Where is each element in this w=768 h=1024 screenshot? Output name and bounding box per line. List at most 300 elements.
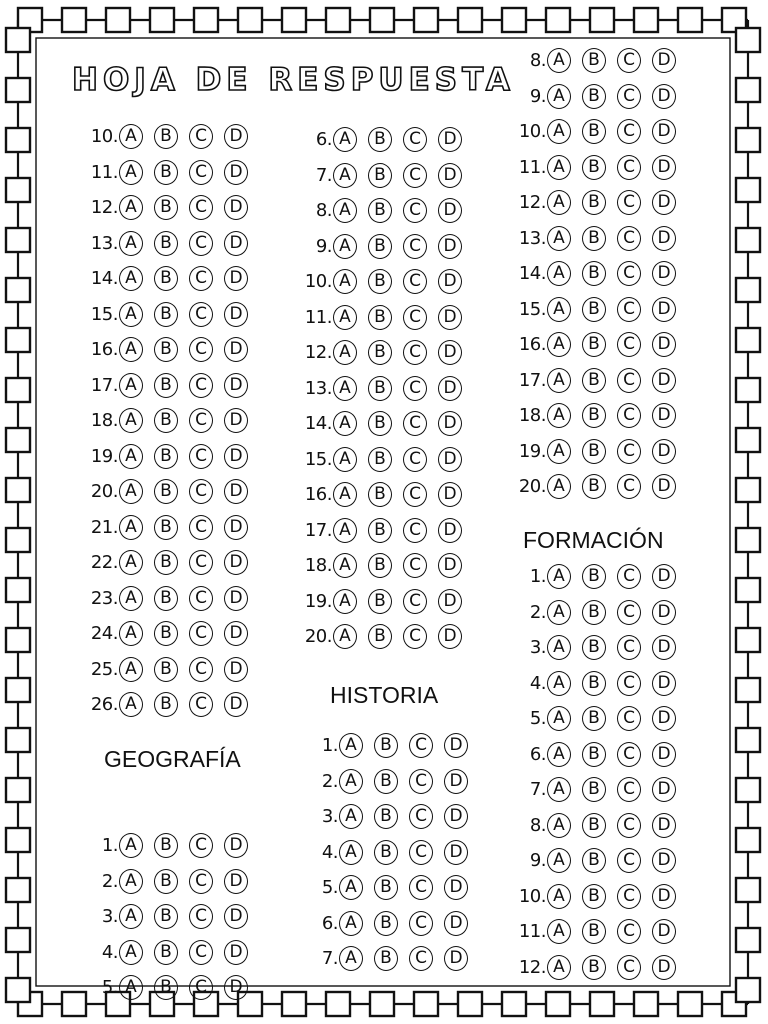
answer-bubble-d[interactable]: D — [652, 848, 676, 873]
answer-bubble-b[interactable]: B — [582, 884, 606, 909]
answer-bubble-a[interactable]: A — [547, 332, 571, 357]
answer-bubble-a[interactable]: A — [339, 946, 363, 971]
answer-bubble-b[interactable]: B — [368, 589, 392, 614]
answer-bubble-d[interactable]: D — [438, 411, 462, 436]
question-number: 5. — [101, 977, 118, 998]
answer-bubble-a[interactable]: A — [547, 813, 571, 838]
answer-bubble-b[interactable]: B — [154, 975, 178, 1000]
question-number: 7. — [529, 779, 546, 800]
answer-bubble-c[interactable]: C — [617, 119, 641, 144]
question-row — [86, 865, 259, 898]
answer-bubble-d[interactable]: D — [438, 553, 462, 578]
answer-bubble-a[interactable]: A — [547, 119, 571, 144]
answer-bubble-b[interactable]: B — [368, 269, 392, 294]
answer-bubble-d[interactable]: D — [652, 48, 676, 73]
answer-bubble-b[interactable]: B — [154, 302, 178, 327]
answer-bubble-c[interactable]: C — [617, 919, 641, 944]
question-number: 10. — [90, 126, 118, 147]
answer-bubble-a[interactable]: A — [547, 48, 571, 73]
answer-bubble-d[interactable]: D — [652, 368, 676, 393]
answer-bubble-d[interactable]: D — [652, 403, 676, 428]
answer-bubble-a[interactable]: A — [119, 444, 143, 469]
answer-bubble-b[interactable]: B — [374, 840, 398, 865]
answer-bubble-c[interactable]: C — [403, 624, 427, 649]
answer-bubble-c[interactable]: C — [189, 160, 213, 185]
answer-bubble-b[interactable]: B — [154, 160, 178, 185]
answer-bubble-b[interactable]: B — [582, 706, 606, 731]
answer-bubble-b[interactable]: B — [368, 163, 392, 188]
answer-bubble-b[interactable]: B — [368, 482, 392, 507]
answer-bubble-d[interactable]: D — [438, 589, 462, 614]
answer-bubble-c[interactable]: C — [617, 742, 641, 767]
answer-bubble-c[interactable]: C — [409, 946, 433, 971]
answer-bubble-d[interactable]: D — [224, 408, 248, 433]
question-row — [86, 971, 259, 1004]
sheet-title: HOJA DE RESPUESTA — [72, 62, 515, 98]
answer-bubble-a[interactable]: A — [547, 955, 571, 980]
answer-bubble-c[interactable]: C — [409, 875, 433, 900]
answer-bubble-a[interactable]: A — [333, 376, 357, 401]
answer-bubble-d[interactable]: D — [438, 340, 462, 365]
answer-bubble-b[interactable]: B — [582, 226, 606, 251]
answer-bubble-b[interactable]: B — [582, 848, 606, 873]
answer-bubble-c[interactable]: C — [617, 261, 641, 286]
answer-bubble-b[interactable]: B — [154, 337, 178, 362]
answer-bubble-a[interactable]: A — [547, 777, 571, 802]
answer-bubble-a[interactable]: A — [119, 869, 143, 894]
answer-bubble-b[interactable]: B — [582, 474, 606, 499]
answer-bubble-b[interactable]: B — [154, 833, 178, 858]
answer-bubble-a[interactable]: A — [547, 564, 571, 589]
answer-bubble-b[interactable]: B — [154, 266, 178, 291]
answer-bubble-a[interactable]: A — [333, 482, 357, 507]
answer-bubble-d[interactable]: D — [224, 195, 248, 220]
answer-bubble-b[interactable]: B — [368, 624, 392, 649]
answer-bubble-b[interactable]: B — [582, 955, 606, 980]
answer-bubble-a[interactable]: A — [339, 769, 363, 794]
answer-bubble-b[interactable]: B — [582, 84, 606, 109]
answer-bubble-a[interactable]: A — [333, 340, 357, 365]
answer-bubble-d[interactable]: D — [224, 124, 248, 149]
answer-bubble-a[interactable]: A — [119, 515, 143, 540]
answer-bubble-c[interactable]: C — [403, 411, 427, 436]
answer-bubble-b[interactable]: B — [582, 190, 606, 215]
answer-bubble-b[interactable]: B — [374, 769, 398, 794]
answer-bubble-b[interactable]: B — [582, 564, 606, 589]
question-row — [306, 836, 479, 869]
answer-bubble-b[interactable]: B — [582, 297, 606, 322]
answer-bubble-d[interactable]: D — [444, 733, 468, 758]
answer-bubble-c[interactable]: C — [189, 479, 213, 504]
answer-bubble-c[interactable]: C — [617, 84, 641, 109]
answer-bubble-a[interactable]: A — [119, 337, 143, 362]
answer-bubble-c[interactable]: C — [403, 163, 427, 188]
answer-bubble-d[interactable]: D — [444, 911, 468, 936]
answer-bubble-c[interactable]: C — [403, 376, 427, 401]
answer-bubble-b[interactable]: B — [374, 946, 398, 971]
answer-bubble-c[interactable]: C — [617, 884, 641, 909]
answer-bubble-d[interactable]: D — [652, 600, 676, 625]
answer-bubble-b[interactable]: B — [582, 439, 606, 464]
question-number: 8. — [529, 815, 546, 836]
answer-bubble-c[interactable]: C — [189, 337, 213, 362]
answer-bubble-c[interactable]: C — [409, 804, 433, 829]
answer-bubble-a[interactable]: A — [333, 411, 357, 436]
answer-bubble-c[interactable]: C — [189, 869, 213, 894]
answer-bubble-a[interactable]: A — [119, 195, 143, 220]
answer-bubble-a[interactable]: A — [119, 904, 143, 929]
answer-bubble-c[interactable]: C — [409, 911, 433, 936]
answer-bubble-d[interactable]: D — [652, 261, 676, 286]
answer-bubble-b[interactable]: B — [582, 155, 606, 180]
question-row — [514, 596, 687, 629]
answer-bubble-d[interactable]: D — [438, 376, 462, 401]
answer-bubble-c[interactable]: C — [409, 769, 433, 794]
question-row — [86, 156, 259, 189]
answer-bubble-b[interactable]: B — [582, 919, 606, 944]
answer-bubble-a[interactable]: A — [333, 163, 357, 188]
answer-bubble-a[interactable]: A — [119, 692, 143, 717]
answer-bubble-a[interactable]: A — [547, 706, 571, 731]
answer-bubble-c[interactable]: C — [617, 564, 641, 589]
question-row — [514, 809, 687, 842]
answer-bubble-b[interactable]: B — [582, 671, 606, 696]
answer-bubble-a[interactable]: A — [547, 884, 571, 909]
answer-bubble-a[interactable]: A — [333, 518, 357, 543]
answer-bubble-b[interactable]: B — [368, 447, 392, 472]
answer-bubble-c[interactable]: C — [189, 195, 213, 220]
answer-bubble-b[interactable]: B — [154, 231, 178, 256]
question-row — [86, 582, 259, 615]
answer-bubble-a[interactable]: A — [547, 671, 571, 696]
answer-bubble-c[interactable]: C — [189, 940, 213, 965]
answer-bubble-d[interactable]: D — [224, 975, 248, 1000]
answer-bubble-c[interactable]: C — [617, 777, 641, 802]
answer-bubble-d[interactable]: D — [438, 518, 462, 543]
answer-bubble-b[interactable]: B — [154, 940, 178, 965]
answer-bubble-d[interactable]: D — [224, 621, 248, 646]
answer-bubble-b[interactable]: B — [154, 408, 178, 433]
answer-bubble-d[interactable]: D — [224, 586, 248, 611]
question-number: 23. — [90, 588, 118, 609]
answer-bubble-c[interactable]: C — [189, 657, 213, 682]
answer-bubble-d[interactable]: D — [652, 190, 676, 215]
answer-bubble-d[interactable]: D — [224, 479, 248, 504]
answer-bubble-c[interactable]: C — [189, 444, 213, 469]
answer-bubble-a[interactable]: A — [333, 624, 357, 649]
answer-bubble-d[interactable]: D — [224, 692, 248, 717]
question-number: 11. — [304, 307, 332, 328]
answer-bubble-c[interactable]: C — [617, 813, 641, 838]
answer-bubble-d[interactable]: D — [652, 742, 676, 767]
answer-bubble-c[interactable]: C — [617, 368, 641, 393]
answer-bubble-b[interactable]: B — [374, 911, 398, 936]
answer-bubble-b[interactable]: B — [154, 515, 178, 540]
answer-bubble-d[interactable]: D — [438, 305, 462, 330]
answer-bubble-b[interactable]: B — [368, 198, 392, 223]
question-number: 26. — [90, 694, 118, 715]
answer-bubble-a[interactable]: A — [547, 155, 571, 180]
answer-bubble-a[interactable]: A — [339, 875, 363, 900]
answer-bubble-b[interactable]: B — [374, 875, 398, 900]
answer-bubble-a[interactable]: A — [339, 733, 363, 758]
answer-bubble-c[interactable]: C — [189, 408, 213, 433]
answer-bubble-b[interactable]: B — [154, 621, 178, 646]
answer-bubble-b[interactable]: B — [368, 340, 392, 365]
answer-bubble-a[interactable]: A — [119, 373, 143, 398]
answer-bubble-a[interactable]: A — [119, 940, 143, 965]
question-number: 3. — [321, 806, 338, 827]
question-number: 7. — [321, 948, 338, 969]
answer-bubble-b[interactable]: B — [374, 804, 398, 829]
answer-bubble-c[interactable]: C — [403, 234, 427, 259]
answer-bubble-d[interactable]: D — [444, 769, 468, 794]
answer-bubble-a[interactable]: A — [547, 297, 571, 322]
answer-bubble-d[interactable]: D — [438, 624, 462, 649]
answer-bubble-d[interactable]: D — [444, 875, 468, 900]
answer-bubble-c[interactable]: C — [403, 198, 427, 223]
answer-bubble-a[interactable]: A — [333, 589, 357, 614]
answer-bubble-d[interactable]: D — [652, 226, 676, 251]
answer-bubble-a[interactable]: A — [547, 84, 571, 109]
answer-bubble-c[interactable]: C — [403, 518, 427, 543]
answer-bubble-c[interactable]: C — [189, 373, 213, 398]
answer-bubble-d[interactable]: D — [438, 163, 462, 188]
answer-bubble-d[interactable]: D — [224, 444, 248, 469]
answer-bubble-d[interactable]: D — [438, 447, 462, 472]
question-number: 14. — [518, 263, 546, 284]
answer-bubble-c[interactable]: C — [409, 733, 433, 758]
answer-bubble-b[interactable]: B — [154, 550, 178, 575]
answer-bubble-d[interactable]: D — [438, 127, 462, 152]
answer-bubble-d[interactable]: D — [652, 813, 676, 838]
answer-bubble-c[interactable]: C — [189, 833, 213, 858]
answer-bubble-c[interactable]: C — [617, 706, 641, 731]
answer-bubble-a[interactable]: A — [339, 804, 363, 829]
question-row — [300, 585, 473, 618]
answer-bubble-a[interactable]: A — [119, 302, 143, 327]
question-number: 12. — [90, 197, 118, 218]
answer-bubble-a[interactable]: A — [119, 657, 143, 682]
answer-bubble-a[interactable]: A — [119, 266, 143, 291]
answer-bubble-a[interactable]: A — [119, 621, 143, 646]
answer-bubble-c[interactable]: C — [617, 474, 641, 499]
answer-bubble-c[interactable]: C — [617, 190, 641, 215]
answer-bubble-a[interactable]: A — [547, 742, 571, 767]
answer-bubble-d[interactable]: D — [652, 119, 676, 144]
answer-bubble-d[interactable]: D — [652, 297, 676, 322]
answer-bubble-d[interactable]: D — [652, 439, 676, 464]
answer-bubble-d[interactable]: D — [438, 269, 462, 294]
answer-bubble-a[interactable]: A — [119, 479, 143, 504]
answer-bubble-c[interactable]: C — [617, 600, 641, 625]
answer-bubble-b[interactable]: B — [368, 518, 392, 543]
answer-bubble-b[interactable]: B — [582, 635, 606, 660]
answer-bubble-a[interactable]: A — [547, 635, 571, 660]
answer-bubble-c[interactable]: C — [189, 621, 213, 646]
answer-bubble-c[interactable]: C — [617, 955, 641, 980]
answer-bubble-a[interactable]: A — [119, 586, 143, 611]
answer-bubble-b[interactable]: B — [374, 733, 398, 758]
answer-bubble-d[interactable]: D — [652, 706, 676, 731]
answer-bubble-b[interactable]: B — [154, 373, 178, 398]
answer-bubble-b[interactable]: B — [368, 305, 392, 330]
answer-bubble-b[interactable]: B — [582, 813, 606, 838]
answer-bubble-d[interactable]: D — [652, 884, 676, 909]
answer-bubble-b[interactable]: B — [582, 332, 606, 357]
answer-bubble-d[interactable]: D — [652, 564, 676, 589]
answer-bubble-b[interactable]: B — [582, 742, 606, 767]
answer-bubble-c[interactable]: C — [189, 692, 213, 717]
answer-bubble-d[interactable]: D — [224, 302, 248, 327]
answer-bubble-b[interactable]: B — [368, 411, 392, 436]
answer-bubble-d[interactable]: D — [652, 777, 676, 802]
answer-bubble-c[interactable]: C — [403, 482, 427, 507]
answer-bubble-a[interactable]: A — [333, 305, 357, 330]
answer-bubble-b[interactable]: B — [582, 403, 606, 428]
answer-bubble-c[interactable]: C — [617, 155, 641, 180]
answer-bubble-a[interactable]: A — [547, 190, 571, 215]
answer-bubble-c[interactable]: C — [189, 515, 213, 540]
answer-bubble-d[interactable]: D — [224, 231, 248, 256]
answer-bubble-c[interactable]: C — [403, 447, 427, 472]
answer-bubble-d[interactable]: D — [224, 940, 248, 965]
answer-bubble-b[interactable]: B — [368, 127, 392, 152]
answer-bubble-c[interactable]: C — [189, 124, 213, 149]
answer-bubble-c[interactable]: C — [189, 550, 213, 575]
answer-bubble-b[interactable]: B — [368, 234, 392, 259]
answer-bubble-b[interactable]: B — [154, 692, 178, 717]
answer-bubble-c[interactable]: C — [403, 305, 427, 330]
answer-bubble-b[interactable]: B — [582, 600, 606, 625]
answer-bubble-c[interactable]: C — [189, 231, 213, 256]
answer-bubble-c[interactable]: C — [189, 975, 213, 1000]
answer-bubble-a[interactable]: A — [119, 124, 143, 149]
answer-bubble-c[interactable]: C — [189, 266, 213, 291]
answer-bubble-c[interactable]: C — [189, 302, 213, 327]
answer-bubble-a[interactable]: A — [333, 234, 357, 259]
answer-bubble-d[interactable]: D — [652, 474, 676, 499]
answer-bubble-a[interactable]: A — [547, 919, 571, 944]
answer-bubble-b[interactable]: B — [582, 777, 606, 802]
answer-bubble-c[interactable]: C — [617, 48, 641, 73]
answer-bubble-b[interactable]: B — [154, 124, 178, 149]
answer-bubble-c[interactable]: C — [409, 840, 433, 865]
answer-bubble-b[interactable]: B — [582, 119, 606, 144]
answer-bubble-c[interactable]: C — [617, 297, 641, 322]
answer-bubble-a[interactable]: A — [339, 911, 363, 936]
answer-bubble-a[interactable]: A — [547, 848, 571, 873]
answer-bubble-c[interactable]: C — [617, 635, 641, 660]
answer-bubble-a[interactable]: A — [119, 975, 143, 1000]
answer-bubble-d[interactable]: D — [652, 155, 676, 180]
question-number: 20. — [90, 481, 118, 502]
answer-bubble-d[interactable]: D — [444, 804, 468, 829]
answer-bubble-d[interactable]: D — [438, 198, 462, 223]
answer-bubble-a[interactable]: A — [547, 600, 571, 625]
answer-bubble-d[interactable]: D — [224, 833, 248, 858]
question-number: 9. — [315, 236, 332, 257]
answer-bubble-a[interactable]: A — [119, 833, 143, 858]
answer-bubble-d[interactable]: D — [444, 840, 468, 865]
answer-bubble-a[interactable]: A — [333, 553, 357, 578]
answer-bubble-a[interactable]: A — [547, 474, 571, 499]
answer-bubble-a[interactable]: A — [119, 550, 143, 575]
answer-bubble-a[interactable]: A — [333, 269, 357, 294]
answer-bubble-b[interactable]: B — [154, 586, 178, 611]
answer-bubble-a[interactable]: A — [547, 226, 571, 251]
answer-bubble-b[interactable]: B — [368, 553, 392, 578]
answer-bubble-b[interactable]: B — [582, 368, 606, 393]
answer-bubble-b[interactable]: B — [582, 261, 606, 286]
answer-bubble-b[interactable]: B — [154, 904, 178, 929]
answer-bubble-c[interactable]: C — [189, 586, 213, 611]
answer-bubble-d[interactable]: D — [224, 337, 248, 362]
answer-bubble-c[interactable]: C — [189, 904, 213, 929]
answer-bubble-a[interactable]: A — [119, 231, 143, 256]
answer-bubble-a[interactable]: A — [333, 127, 357, 152]
answer-bubble-d[interactable]: D — [652, 84, 676, 109]
answer-bubble-d[interactable]: D — [652, 332, 676, 357]
answer-bubble-d[interactable]: D — [224, 657, 248, 682]
answer-bubble-c[interactable]: C — [403, 340, 427, 365]
answer-bubble-b[interactable]: B — [154, 479, 178, 504]
answer-bubble-a[interactable]: A — [339, 840, 363, 865]
answer-bubble-c[interactable]: C — [403, 269, 427, 294]
answer-bubble-a[interactable]: A — [333, 447, 357, 472]
answer-bubble-d[interactable]: D — [224, 266, 248, 291]
answer-bubble-d[interactable]: D — [224, 550, 248, 575]
answer-bubble-c[interactable]: C — [403, 589, 427, 614]
answer-bubble-d[interactable]: D — [224, 904, 248, 929]
answer-bubble-c[interactable]: C — [403, 553, 427, 578]
answer-bubble-b[interactable]: B — [154, 444, 178, 469]
question-number: 10. — [518, 121, 546, 142]
answer-bubble-b[interactable]: B — [582, 48, 606, 73]
answer-bubble-c[interactable]: C — [617, 226, 641, 251]
answer-bubble-d[interactable]: D — [438, 482, 462, 507]
answer-bubble-c[interactable]: C — [617, 403, 641, 428]
answer-bubble-c[interactable]: C — [617, 671, 641, 696]
answer-bubble-d[interactable]: D — [652, 919, 676, 944]
answer-bubble-c[interactable]: C — [403, 127, 427, 152]
answer-bubble-a[interactable]: A — [547, 403, 571, 428]
answer-bubble-c[interactable]: C — [617, 439, 641, 464]
answer-bubble-b[interactable]: B — [154, 657, 178, 682]
answer-bubble-d[interactable]: D — [224, 160, 248, 185]
answer-bubble-c[interactable]: C — [617, 848, 641, 873]
question-row — [86, 440, 259, 473]
answer-bubble-b[interactable]: B — [154, 869, 178, 894]
answer-bubble-c[interactable]: C — [617, 332, 641, 357]
answer-bubble-b[interactable]: B — [154, 195, 178, 220]
answer-bubble-d[interactable]: D — [652, 635, 676, 660]
answer-bubble-a[interactable]: A — [547, 261, 571, 286]
answer-bubble-a[interactable]: A — [119, 408, 143, 433]
answer-bubble-d[interactable]: D — [652, 671, 676, 696]
answer-bubble-d[interactable]: D — [224, 515, 248, 540]
answer-bubble-a[interactable]: A — [119, 160, 143, 185]
answer-bubble-d[interactable]: D — [444, 946, 468, 971]
answer-bubble-a[interactable]: A — [333, 198, 357, 223]
answer-bubble-a[interactable]: A — [547, 439, 571, 464]
answer-bubble-d[interactable]: D — [438, 234, 462, 259]
answer-bubble-b[interactable]: B — [368, 376, 392, 401]
answer-bubble-a[interactable]: A — [547, 368, 571, 393]
answer-bubble-d[interactable]: D — [224, 373, 248, 398]
answer-bubble-d[interactable]: D — [224, 869, 248, 894]
answer-bubble-d[interactable]: D — [652, 955, 676, 980]
